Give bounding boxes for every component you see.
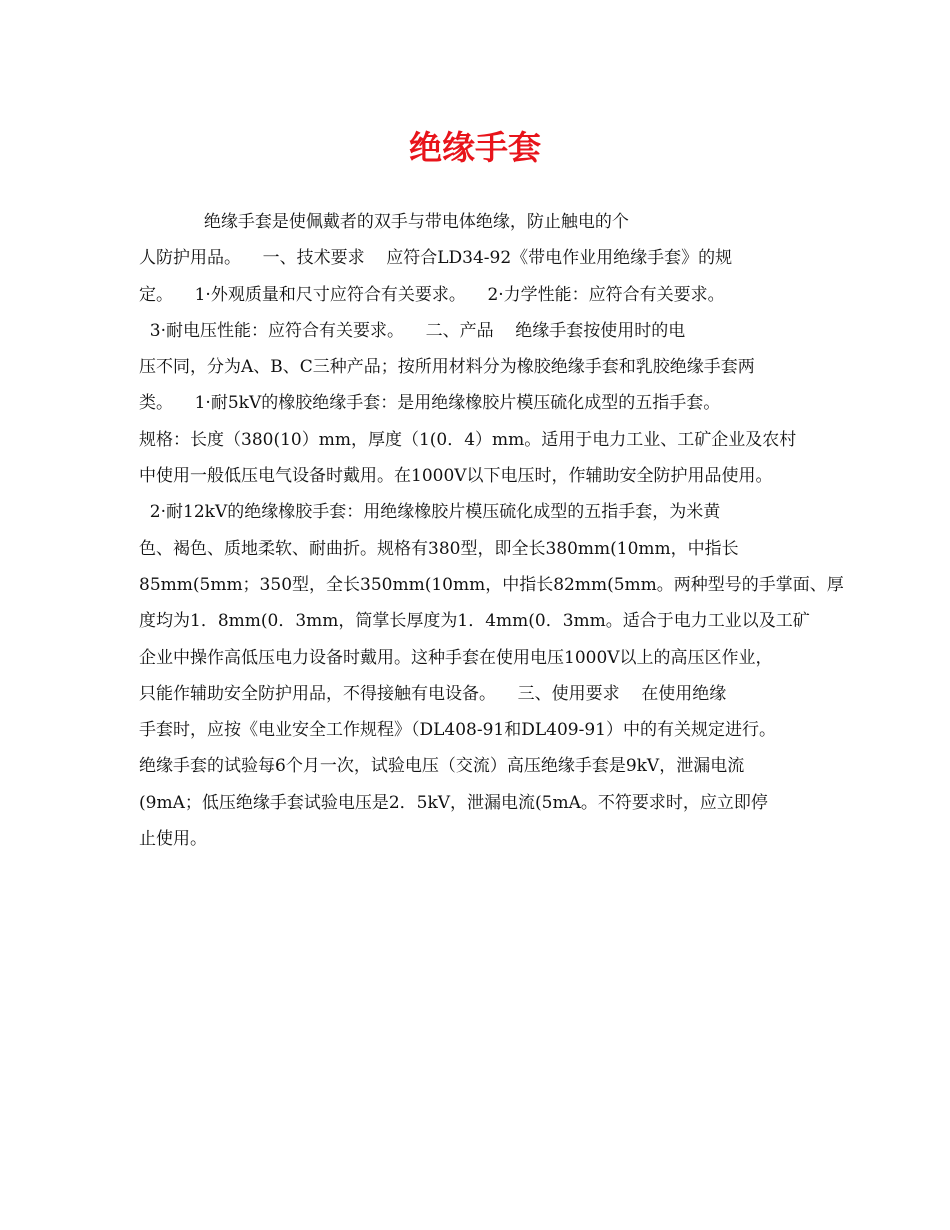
body-line-3: 定。 1·外观质量和尺寸应符合有关要求。 2·力学性能：应符合有关要求。 <box>139 284 725 305</box>
body-line-7: 规格：长度（380(10）mm，厚度（1(0．4）mm。适用于电力工业、工矿企业及农村 <box>139 429 797 450</box>
document-body <box>139 204 844 857</box>
body-line-4: 3·耐电压性能：应符合有关要求。 二、产品 绝缘手套按使用时的电 <box>139 320 686 341</box>
body-line-2: 人防护用品。 一、技术要求 应符合LD34-92《带电作业用绝缘手套》的规 <box>139 248 733 269</box>
document-title: 绝缘手套 <box>409 128 541 167</box>
body-line-5: 压不同，分为A、B、C三种产品；按所用材料分为橡胶绝缘手套和乳胶绝缘手套两 <box>139 357 755 378</box>
body-line-17: (9mA；低压绝缘手套试验电压是2．5kV，泄漏电流(5mA。不符要求时，应立即停 <box>139 792 768 813</box>
body-line-9: 2·耐12kV的绝缘橡胶手套：用绝缘橡胶片模压硫化成型的五指手套，为米黄 <box>139 502 721 523</box>
body-line-11: 85mm(5mm；350型，全长350mm(10mm，中指长82mm(5mm。两种型号的手掌面、厚 <box>139 574 844 595</box>
body-line-18: 止使用。 <box>139 829 207 850</box>
body-line-6: 类。 1·耐5kV的橡胶绝缘手套：是用绝缘橡胶片模压硫化成型的五指手套。 <box>139 393 721 414</box>
body-line-16: 绝缘手套的试验每6个月一次，试验电压（交流）高压绝缘手套是9kV，泄漏电流 <box>139 756 745 777</box>
body-line-15: 手套时，应按《电业安全工作规程》（DL408-91和DL409-91）中的有关规定进行。 <box>139 720 776 741</box>
body-line-12: 度均为1．8mm(0．3mm，筒掌长厚度为1．4mm(0．3mm。适合于电力工业以及工矿 <box>139 611 810 632</box>
body-line-14: 只能作辅助安全防护用品，不得接触有电设备。 三、使用要求 在使用绝缘 <box>139 683 727 704</box>
body-line-1: 绝缘手套是使佩戴者的双手与带电体绝缘，防止触电的个 <box>139 212 629 232</box>
body-line-10: 色、褐色、质地柔软、耐曲折。规格有380型，即全长380mm(10mm，中指长 <box>139 538 739 559</box>
body-line-13: 企业中操作高低压电力设备时戴用。这种手套在使用电压1000V以上的高压区作业， <box>139 647 773 668</box>
body-line-8: 中使用一般低压电气设备时戴用。在1000V以下电压时，作辅助安全防护用品使用。 <box>139 466 773 487</box>
